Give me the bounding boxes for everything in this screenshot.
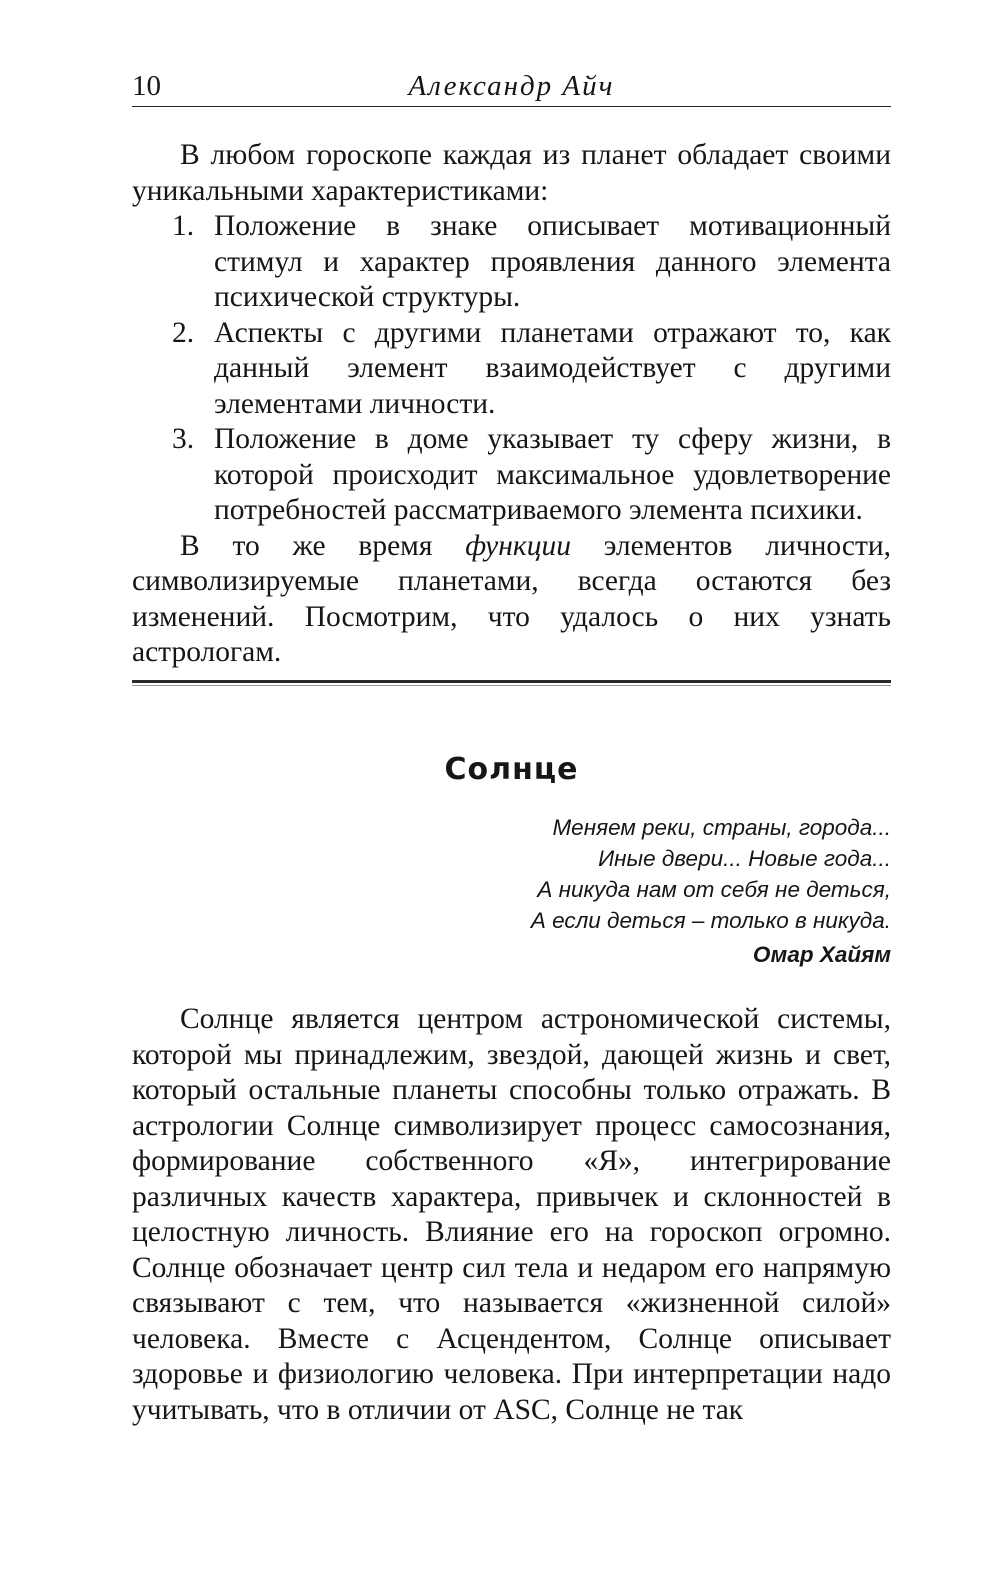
epigraph-line: Меняем реки, страны, города... xyxy=(552,815,891,840)
header-rule xyxy=(132,106,891,107)
characteristics-list xyxy=(132,209,891,529)
intro-block xyxy=(132,138,891,671)
main-text xyxy=(132,1002,891,1428)
list-text: Аспекты с другими планетами отражают то, как данный элемент взаимодействует с другими элементами личности. xyxy=(214,316,891,420)
list-number: 2. xyxy=(172,316,195,349)
list-item xyxy=(132,422,891,529)
outro-paragraph xyxy=(132,529,891,671)
epigraph-line: Иные двери... Новые года... xyxy=(598,846,891,871)
outro-end: элементов личности, символизируемые планетами, всегда остаются без изменений. Посмотрим, что удалось о них узнать астрологам. xyxy=(132,529,891,668)
list-item xyxy=(132,209,891,316)
section-divider xyxy=(132,680,891,683)
list-text: Положение в доме указывает ту сферу жизни, в которой происходит максимальное удовлетворение потребностей рассматриваемого элемента психики. xyxy=(214,423,891,526)
list-number: 1. xyxy=(172,210,195,242)
running-title: Александр Айч xyxy=(408,70,615,102)
intro-paragraph: В любом гороскопе каждая из планет обладает своими уникальными характеристиками: xyxy=(132,139,891,207)
list-text: Положение в знаке описывает мотивационный стимул и характер проявления данного элемента психической структуры. xyxy=(214,210,891,313)
outro-emphasis: функции xyxy=(465,529,571,562)
section-title: Солнце xyxy=(444,752,579,787)
page-number: 10 xyxy=(132,70,161,102)
epigraph xyxy=(391,812,891,936)
section-divider-shadow xyxy=(132,685,891,686)
running-head xyxy=(132,70,891,110)
epigraph-line: А если деться – только в никуда. xyxy=(530,908,891,933)
list-number: 3. xyxy=(172,423,195,455)
epigraph-author: Омар Хайям xyxy=(752,942,891,967)
epigraph-line: А никуда нам от себя не деться, xyxy=(537,877,891,902)
list-item xyxy=(132,316,891,423)
body-paragraph: Солнце является центром астрономической системы, которой мы принадлежим, звездой, дающей жизнь и свет, который остальные планеты способны только отражать. В астрологии Солнце символизирует процесс самосознания, формирование собственного «Я», интегрирование различных качеств характера, привычек и склонностей в целостную личность. Влияние его на гороскоп огромно. Солнце обозначает центр сил тела и недаром его напрямую связывают с тем, что называется «жизненной силой» человека. Вместе с Асцендентом, Солнце описывает здоровье и физиологию человека. При интерпретации надо учитывать, что в отличии от ASC, Солнце не так xyxy=(132,1003,891,1426)
outro-start: В то же время xyxy=(180,529,466,562)
